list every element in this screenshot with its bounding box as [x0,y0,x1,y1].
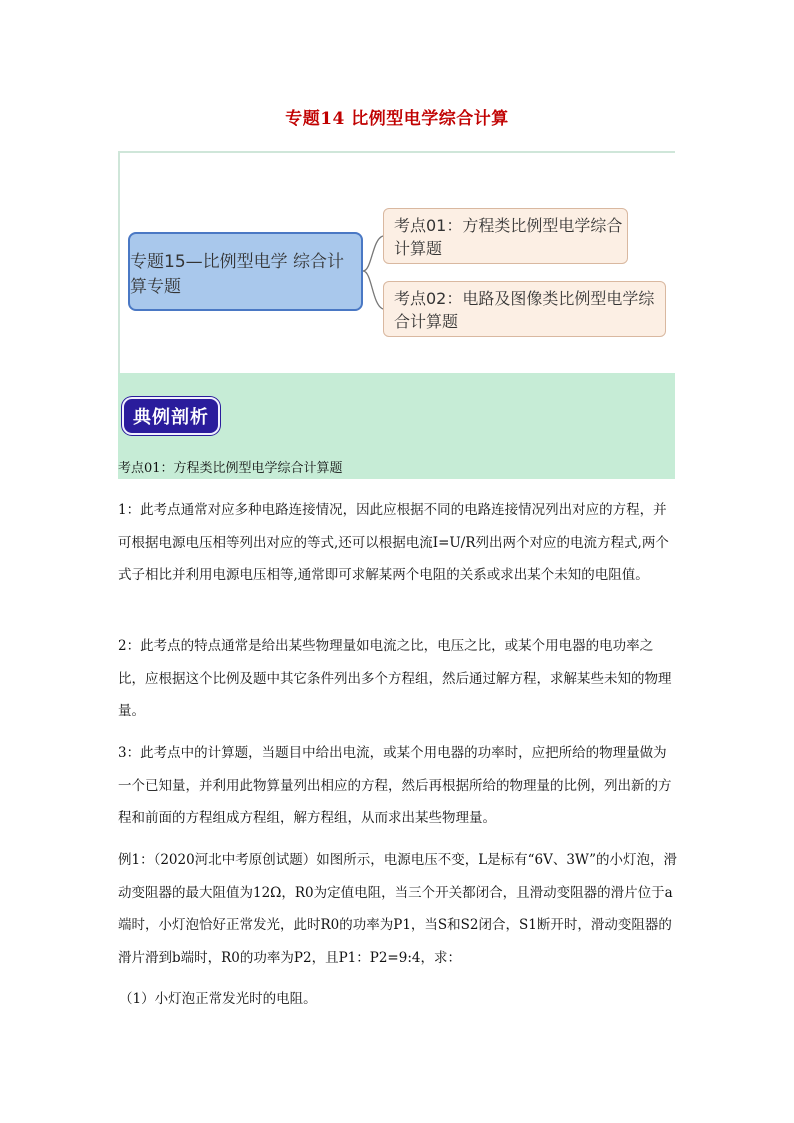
paragraph-3: 3：此考点中的计算题，当题目中给出电流，或某个用电器的功率时，应把所给的物理量做为一个已知量，并利用此物算量列出相应的方程，然后再根据所给的物理量的比例，列出新的方程和前面的方程组成方程组，解方程组，从而求出某些物理量。 [118,745,672,826]
example-1-paragraph: 例1：（2020河北中考原创试题）如图所示，电源电压不变，L是标有“6V、3W”的小灯泡，滑动变阻器的最大阻值为12Ω，R0为定值电阻，当三个开关都闭合，且滑动变阻器的滑片位于a端时，小灯泡恰好正常发光，此时R0的功率为P1，当S和S2闭合，S1断开时，滑动变阻器的滑片滑到b端时，R0的功率为P2，且P1：P2=9:4，求： [118,852,678,966]
mind-map [118,151,675,373]
question-1: （1）小灯泡正常发光时的电阻。 [119,991,317,1007]
mind-map-child-node-1: 考点01：方程类比例型电学综合计算题 [383,208,628,264]
section-subheading: 考点01：方程类比例型电学综合计算题 [118,461,343,476]
paragraph-1: 1：此考点通常对应多种电路连接情况，因此应根据不同的电路连接情况列出对应的方程，并可根据电源电压相等列出对应的等式,还可以根据电流I=U/R列出两个对应的电流方程式,两个式子相比并利用电源电压相等,通常即可求解某两个电阻的关系或求出某个未知的电阻值。 [118,502,669,583]
section-badge: 典例剖析 [122,397,220,435]
page-title: 专题14 比例型电学综合计算 [285,109,509,129]
mind-map-root-node: 专题15—比例型电学 综合计算专题 [128,232,363,311]
mind-map-child-node-2: 考点02：电路及图像类比例型电学综合计算题 [383,281,666,337]
section-header-band [118,373,675,479]
paragraph-2: 2：此考点的特点通常是给出某些物理量如电流之比，电压之比，或某个用电器的电功率之比，应根据这个比例及题中其它条件列出多个方程组，然后通过解方程，求解某些未知的物理量。 [118,638,672,719]
